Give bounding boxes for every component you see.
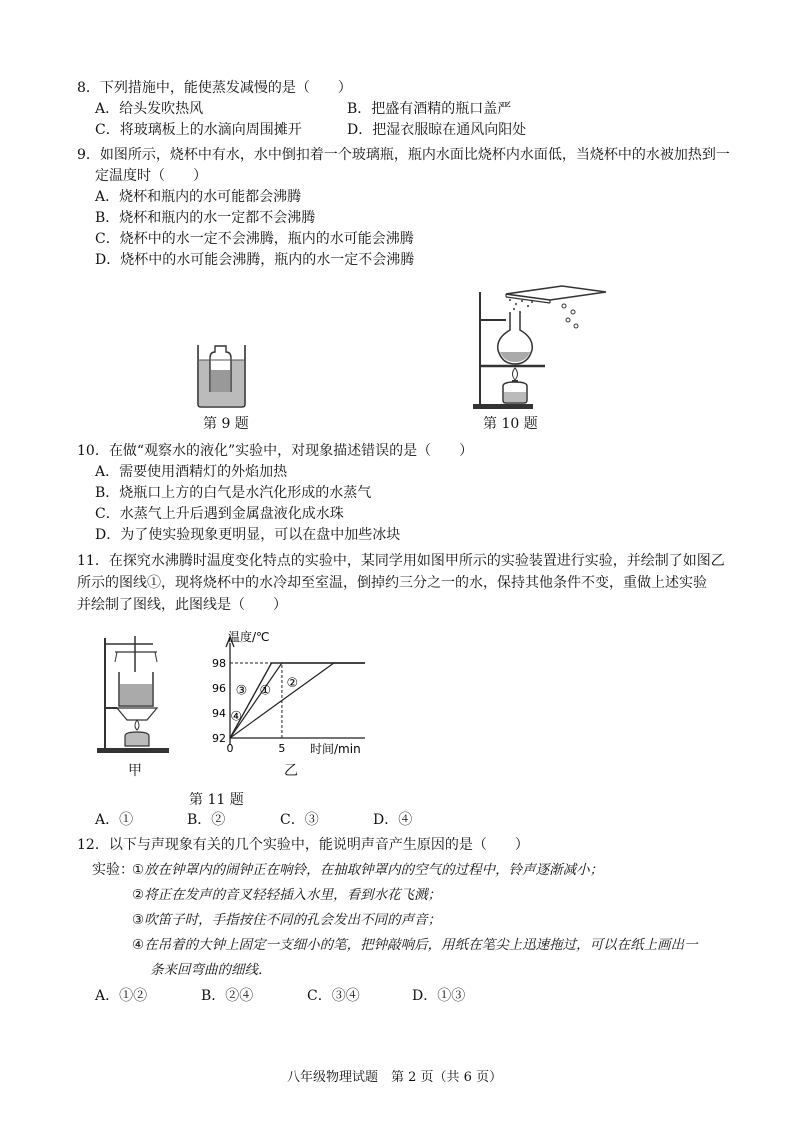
q11-option-c: C．③ [280,812,319,828]
q8-option-b: B．把盛有酒精的瓶口盖严 [347,101,512,117]
q11-option-b: B．② [187,812,226,828]
q11-stem-line3: 并绘制了图线，此图线是（ ） [77,597,287,613]
q10-option-c: C．水蒸气上升后遇到金属盘液化成水珠 [95,506,344,522]
q12-stem: 12．以下与声现象有关的几个实验中，能说明声音产生原因的是（ ） [77,837,529,853]
q11-caption: 第 11 题 [189,792,244,808]
q9-stem-line1: 9．如图所示，烧杯中有水，水中倒扣着一个玻璃瓶，瓶内水面比烧杯内水面低，当烧杯中的水被加热到一 [77,147,730,163]
q11-temperature-chart [200,625,375,760]
q10-stem: 10．在做“观察水的液化”实验中，对现象描述错误的是（ ） [77,443,474,459]
q9-option-d: D．烧杯中的水可能会沸腾，瓶内的水一定不会沸腾 [95,252,415,268]
q11-option-a: A．① [95,812,134,828]
q10-liquefaction-figure [470,282,610,412]
q11-option-d: D．④ [373,812,413,828]
y-tick-label-92: 92 [212,732,226,745]
q12-option-c: C．③④ [307,988,360,1004]
q9-caption: 第 9 题 [203,416,249,432]
series-label-4: ④ [230,709,243,725]
q8-option-d: D．把湿衣服晾在通风向阳处 [347,122,527,138]
q12-option-a: A．①② [95,988,148,1004]
q12-item-4: ④在吊着的大钟上固定一支细小的笔，把钟敲响后，用纸在笔尖上迅速拖过，可以在纸上画出一 [132,937,698,953]
y-axis-label: 温度/℃ [228,630,270,644]
series-label-2: ② [286,675,299,691]
series-label-3: ③ [235,683,248,699]
y-tick-label-96: 96 [212,682,226,695]
q12-option-b: B．②④ [201,988,254,1004]
q8-stem: 8．下列措施中，能使蒸发减慢的是（ ） [77,80,352,96]
q9-stem-line2: 定温度时（ ） [95,168,207,184]
q9-option-a: A．烧杯和瓶内的水可能都会沸腾 [95,189,302,205]
q10-option-b: B．烧瓶口上方的白气是水汽化形成的水蒸气 [95,485,372,501]
q8-option-c: C．将玻璃板上的水滴向周围摊开 [95,122,302,138]
q12-item-2: ②将正在发声的音叉轻轻插入水里，看到水花飞溅； [132,887,442,903]
q11-apparatus-figure [95,628,175,756]
x-tick-label-0: 0 [226,742,234,755]
q12-item-1: ①放在钟罩内的闹钟正在响铃，在抽取钟罩内的空气的过程中，铃声逐渐减小； [132,862,604,878]
y-tick-label-98: 98 [212,657,226,670]
y-tick-label-94: 94 [212,707,226,720]
q8-option-a: A．给头发吹热风 [95,101,204,117]
series-label-1: ① [259,683,272,699]
q10-option-a: A．需要使用酒精灯的外焰加热 [95,464,288,480]
series-line-4 [230,663,365,738]
q9-option-c: C．烧杯中的水一定不会沸腾，瓶内的水可能会沸腾 [95,231,414,247]
q10-caption: 第 10 题 [483,416,538,432]
q10-option-d: D．为了使实验现象更明显，可以在盘中加些冰块 [95,527,401,543]
q9-option-b: B．烧杯和瓶内的水一定都不会沸腾 [95,210,316,226]
page-footer: 八年级物理试题 第 2 页（共 6 页） [287,1070,503,1085]
q11-label-yi: 乙 [284,763,298,779]
x-tick-label-5: 5 [278,742,286,755]
q12-intro: 实验： [92,862,134,878]
q12-item-4-cont: 条来回弯曲的细线． [150,962,272,978]
q11-stem-line1: 11．在探究水沸腾时温度变化特点的实验中，某同学用如图甲所示的实验装置进行实验，并绘制了如图乙 [77,553,725,569]
q12-option-d: D．①③ [412,988,466,1004]
q11-label-jia: 甲 [128,763,142,779]
x-axis-label: 时间/min [310,742,361,756]
q9-beaker-figure [195,340,250,410]
q11-stem-line2: 所示的图线①，现将烧杯中的水冷却至室温，倒掉约三分之一的水，保持其他条件不变，重做上述实验 [77,575,707,591]
q12-item-3: ③吹笛子时，手指按住不同的孔会发出不同的声音； [132,912,442,928]
